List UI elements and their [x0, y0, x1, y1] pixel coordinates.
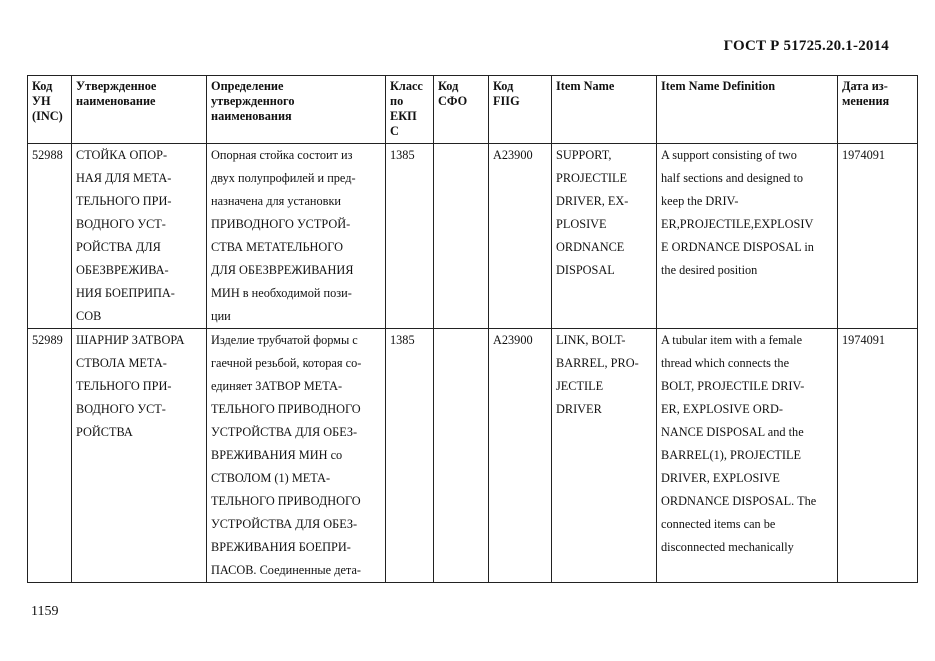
header-line: Класс — [390, 79, 423, 93]
cell-line: E ORDNANCE DISPOSAL in — [661, 240, 814, 254]
header-line: УН — [32, 94, 51, 108]
cell-line: УСТРОЙСТВА ДЛЯ ОБЕЗ- — [211, 425, 358, 439]
cell-line: ШАРНИР ЗАТВОРА — [76, 333, 185, 347]
cell-line: 1385 — [390, 333, 415, 347]
cell-line: ER, EXPLOSIVE ORD- — [661, 402, 783, 416]
cell-line: PROJECTILE — [556, 171, 628, 185]
cell-name-definition — [207, 329, 386, 583]
header-line: Item Name — [556, 79, 615, 93]
cell-line: ВОДНОГО УСТ- — [76, 217, 166, 231]
cell-fiig-code — [489, 144, 552, 329]
cell-line: A tubular item with a female — [661, 333, 803, 347]
header-line: Определение — [211, 79, 284, 93]
header-change-date — [838, 76, 918, 144]
cell-line: двух полупрофилей и пред- — [211, 171, 356, 185]
header-approved-name — [72, 76, 207, 144]
cell-fiig-code — [489, 329, 552, 583]
cell-line: BARREL(1), PROJECTILE — [661, 448, 802, 462]
header-line: наименование — [76, 94, 156, 108]
cell-line: УСТРОЙСТВА ДЛЯ ОБЕЗ- — [211, 517, 358, 531]
cell-line: JECTILE — [556, 379, 604, 393]
cell-line: DISPOSAL — [556, 263, 615, 277]
header-line: С — [390, 124, 399, 138]
header-line: по — [390, 94, 404, 108]
cell-line: BOLT, PROJECTILE DRIV- — [661, 379, 805, 393]
table-row — [28, 144, 918, 329]
page-number: 1159 — [31, 604, 59, 619]
cell-approved-name — [72, 329, 207, 583]
cell-item-name-definition — [657, 144, 838, 329]
cell-line: РОЙСТВА ДЛЯ — [76, 240, 161, 254]
header-line: Item Name Definition — [661, 79, 776, 93]
cell-line: A23900 — [493, 148, 533, 162]
cell-line: connected items can be — [661, 517, 776, 531]
cell-line: SUPPORT, — [556, 148, 612, 162]
cell-line: LINK, BOLT- — [556, 333, 626, 347]
cell-inc-code — [28, 144, 72, 329]
header-fiig-code — [489, 76, 552, 144]
header-item-name-definition — [657, 76, 838, 144]
cell-line: A23900 — [493, 333, 533, 347]
header-line: FIIG — [493, 94, 520, 108]
cell-change-date — [838, 329, 918, 583]
cell-line: ТЕЛЬНОГО ПРИ- — [76, 194, 172, 208]
cell-line: РОЙСТВА — [76, 425, 133, 439]
cell-line: НАЯ ДЛЯ МЕТА- — [76, 171, 172, 185]
cell-line: ОБЕЗВРЕЖИВА- — [76, 263, 169, 277]
cell-line: ТЕЛЬНОГО ПРИВОДНОГО — [211, 494, 361, 508]
cell-line: disconnected mechanically — [661, 540, 794, 554]
cell-line: МИН в необходимой пози- — [211, 286, 352, 300]
header-ekps-class — [386, 76, 434, 144]
cell-item-name — [552, 144, 657, 329]
cell-change-date — [838, 144, 918, 329]
cell-line: СТВОЛОМ (1) МЕТА- — [211, 471, 331, 485]
header-line: Дата из- — [842, 79, 888, 93]
cell-line: ции — [211, 309, 231, 323]
cell-line: NANCE DISPOSAL and the — [661, 425, 804, 439]
cell-line: 1974091 — [842, 333, 886, 347]
cell-line: СТВА МЕТАТЕЛЬНОГО — [211, 240, 343, 254]
cell-line: ВОДНОГО УСТ- — [76, 402, 166, 416]
cell-line: BARREL, PRO- — [556, 356, 639, 370]
header-line: Код — [438, 79, 459, 93]
cell-approved-name — [72, 144, 207, 329]
header-line: утвержденного — [211, 94, 295, 108]
cell-item-name — [552, 329, 657, 583]
cell-line: 52988 — [32, 148, 63, 162]
cell-line: ПАСОВ. Соединенные дета- — [211, 563, 362, 577]
cell-inc-code — [28, 329, 72, 583]
cell-line: единяет ЗАТВОР МЕТА- — [211, 379, 343, 393]
cell-line: 52989 — [32, 333, 63, 347]
cell-line: Опорная стойка состоит из — [211, 148, 353, 162]
header-inc-code — [28, 76, 72, 144]
cell-line: ВРЕЖИВАНИЯ МИН со — [211, 448, 343, 462]
cell-line: half sections and designed to — [661, 171, 804, 185]
cell-line: A support consisting of two — [661, 148, 797, 162]
cell-name-definition — [207, 144, 386, 329]
header-sfo-code — [434, 76, 489, 144]
table-body — [28, 144, 918, 583]
cell-line: DRIVER, EX- — [556, 194, 629, 208]
header-line: СФО — [438, 94, 468, 108]
cell-line: ORDNANCE DISPOSAL. The — [661, 494, 817, 508]
header-line: Код — [493, 79, 514, 93]
header-line: ЕКП — [390, 109, 417, 123]
cell-line: DRIVER — [556, 402, 602, 416]
cell-line: НИЯ БОЕПРИПА- — [76, 286, 175, 300]
catalog-table — [27, 75, 918, 583]
cell-item-name-definition — [657, 329, 838, 583]
header-item-name — [552, 76, 657, 144]
table-header-row — [28, 76, 918, 144]
cell-line: the desired position — [661, 263, 758, 277]
header-line: менения — [842, 94, 890, 108]
cell-line: PLOSIVE — [556, 217, 607, 231]
cell-line: СТОЙКА ОПОР- — [76, 148, 168, 162]
document-standard-number: ГОСТ Р 51725.20.1-2014 — [723, 38, 889, 54]
cell-ekps-class — [386, 329, 434, 583]
cell-ekps-class — [386, 144, 434, 329]
cell-sfo-code — [434, 329, 489, 583]
header-line: Утвержденное — [76, 79, 157, 93]
cell-line: DRIVER, EXPLOSIVE — [661, 471, 780, 485]
header-line: Код — [32, 79, 53, 93]
cell-line: 1385 — [390, 148, 415, 162]
cell-line: гаечной резьбой, которая со- — [211, 356, 362, 370]
header-line: (INC) — [32, 109, 63, 123]
cell-line: ER,PROJECTILE,EXPLOSIV — [661, 217, 814, 231]
cell-line: keep the DRIV- — [661, 194, 739, 208]
cell-line: thread which connects the — [661, 356, 790, 370]
header-line: наименования — [211, 109, 292, 123]
cell-line: СОВ — [76, 309, 102, 323]
cell-line: ВРЕЖИВАНИЯ БОЕПРИ- — [211, 540, 351, 554]
table-row — [28, 329, 918, 583]
cell-line: ТЕЛЬНОГО ПРИВОДНОГО — [211, 402, 361, 416]
cell-line: назначена для установки — [211, 194, 341, 208]
cell-line: Изделие трубчатой формы с — [211, 333, 358, 347]
cell-line: ДЛЯ ОБЕЗВРЕЖИВАНИЯ — [211, 263, 354, 277]
cell-line: ТЕЛЬНОГО ПРИ- — [76, 379, 172, 393]
header-name-definition — [207, 76, 386, 144]
cell-line: 1974091 — [842, 148, 886, 162]
cell-line: СТВОЛА МЕТА- — [76, 356, 167, 370]
cell-line: ПРИВОДНОГО УСТРОЙ- — [211, 217, 351, 231]
cell-line: ORDNANCE — [556, 240, 625, 254]
cell-sfo-code — [434, 144, 489, 329]
